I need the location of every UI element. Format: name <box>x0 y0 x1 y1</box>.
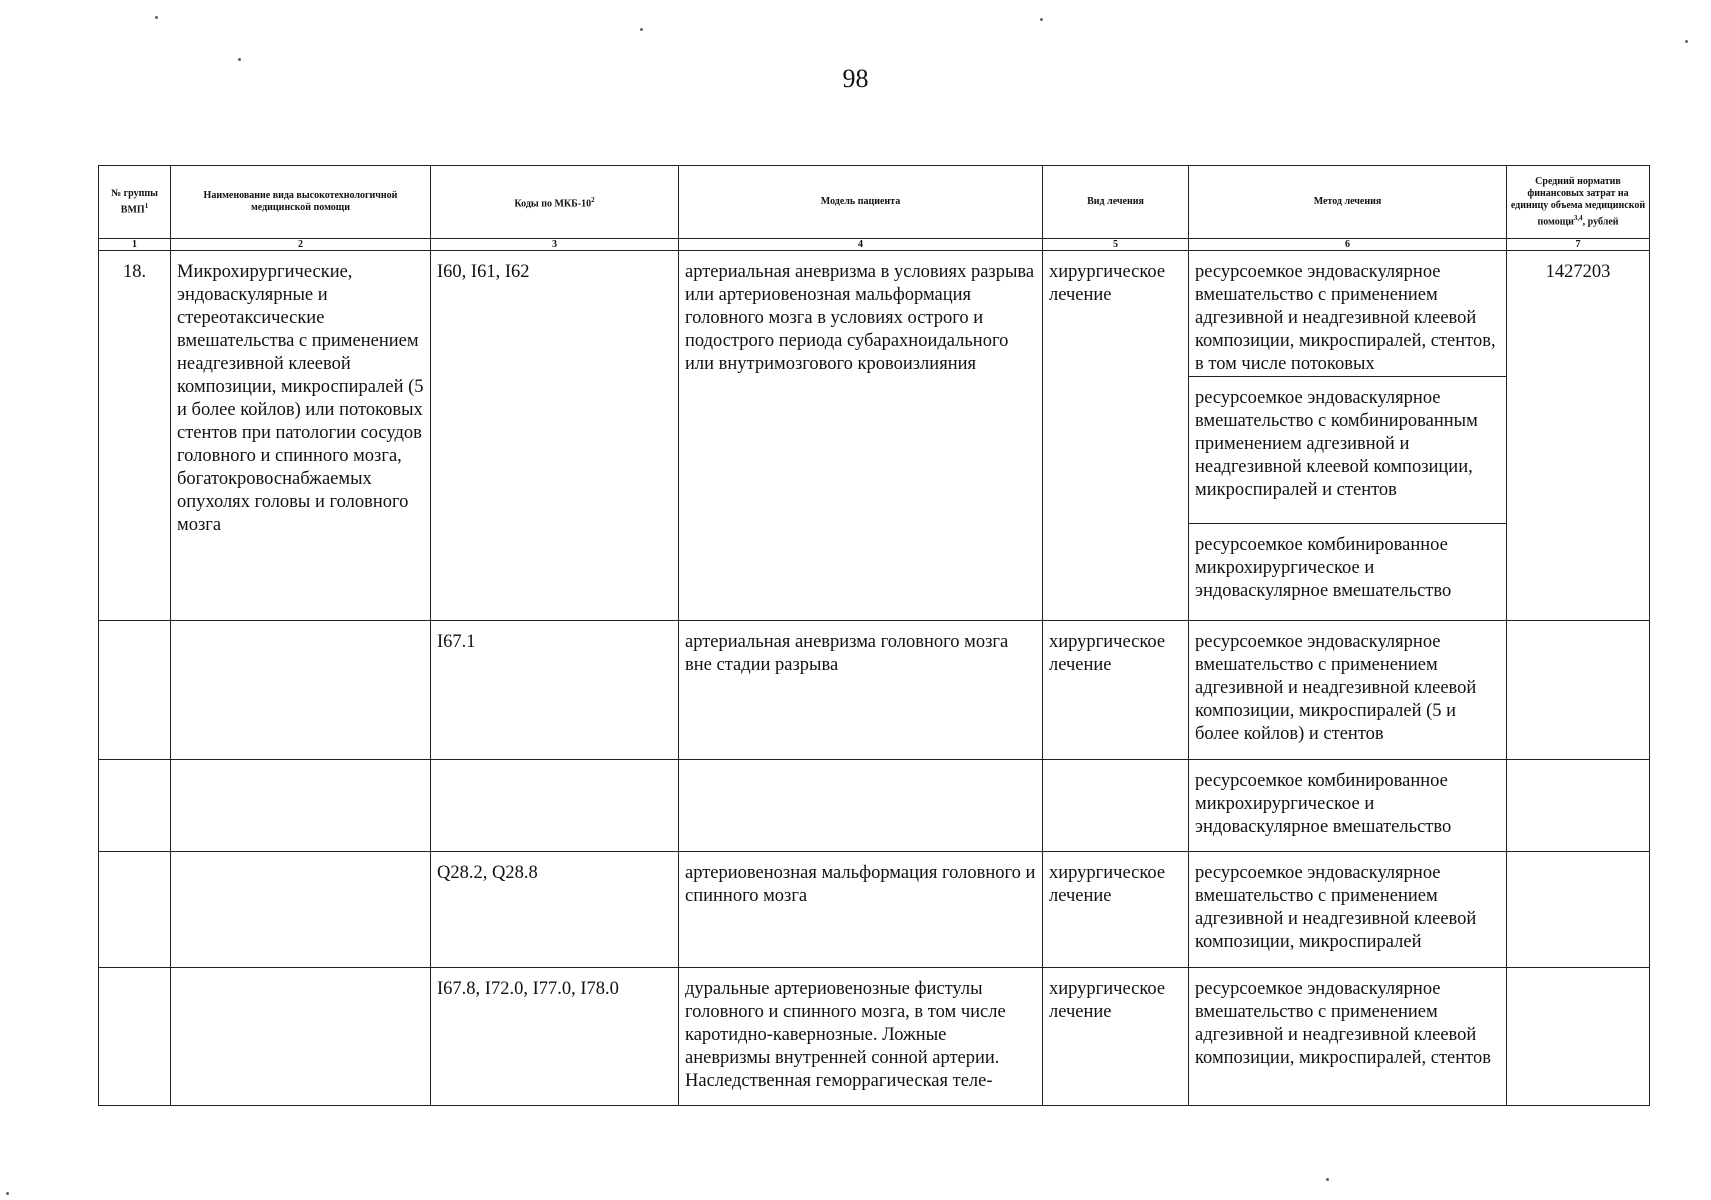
header-treatment-type: Вид лечения <box>1043 166 1189 239</box>
cost-norm: 1427203 <box>1507 251 1650 621</box>
group-number <box>99 968 171 1106</box>
group-number: 18. <box>99 251 171 621</box>
header-treatment-method: Метод лечения <box>1189 166 1507 239</box>
group-number <box>99 852 171 968</box>
treatment-type: хирургическое лечение <box>1043 251 1189 621</box>
cost-norm <box>1507 852 1650 968</box>
cost-norm <box>1507 968 1650 1106</box>
scan-speck <box>1685 40 1688 43</box>
care-type-name <box>171 760 431 852</box>
table-row <box>99 968 1650 1106</box>
treatment-method-item: ресурсоемкое комбинированное микрохирургическое и эндоваскулярное вмешательство <box>1195 535 1452 601</box>
page-number: 98 <box>842 64 869 93</box>
treatment-type: хирургическое лечение <box>1043 621 1189 760</box>
treatment-methods <box>1189 251 1507 621</box>
column-number: 1 <box>99 239 171 251</box>
column-number: 5 <box>1043 239 1189 251</box>
scan-speck <box>1326 1178 1329 1181</box>
column-number: 2 <box>171 239 431 251</box>
header-icd-codes: Коды по МКБ-$10^2$ <box>431 166 679 239</box>
column-number: 4 <box>679 239 1043 251</box>
column-number: 7 <box>1507 239 1650 251</box>
care-type-name <box>171 852 431 968</box>
table-row <box>99 251 1650 621</box>
patient-model: артериовенозная мальформация головного и спинного мозга <box>679 852 1043 968</box>
treatment-method-item: ресурсоемкое эндоваскулярное вмешательство с применением адгезивной и неадгезивной клеевой композиции, микроспиралей <box>1189 852 1507 968</box>
table-row <box>99 621 1650 760</box>
scan-speck <box>6 1192 9 1195</box>
patient-model: дуральные артериовенозные фистулы головного и спинного мозга, в том числе каротидно-кавернозные. Ложные аневризмы внутренней сонной артерии. Наследственная геморрагическая теле- <box>679 968 1043 1106</box>
header-patient-model: Модель пациента <box>679 166 1043 239</box>
patient-model <box>679 760 1043 852</box>
treatment-type: хирургическое лечение <box>1043 968 1189 1106</box>
table-row <box>99 852 1650 968</box>
column-number: 6 <box>1189 239 1507 251</box>
column-number: 3 <box>431 239 679 251</box>
table-row <box>99 760 1650 852</box>
treatment-type: хирургическое лечение <box>1043 852 1189 968</box>
care-type-name <box>171 968 431 1106</box>
care-type-name <box>171 621 431 760</box>
treatment-type <box>1043 760 1189 852</box>
header-group-number: № группы ВМП$^1$ <box>99 166 171 239</box>
treatment-method-item: ресурсоемкое эндоваскулярное вмешательство с применением адгезивной и неадгезивной клеевой композиции, микроспиралей (5 и более койлов) и стентов <box>1189 621 1507 760</box>
scan-speck <box>238 58 241 61</box>
patient-model: артериальная аневризма головного мозга вне стадии разрыва <box>679 621 1043 760</box>
care-type-name: Микрохирургические, эндоваскулярные и стереотаксические вмешательства с применением неадгезивной клеевой композиции, микроспиралей (5 и более койлов) или потоковых стентов при патологии сосудов головного и спинного мозга, богатокровоснабжаемых опухолях головы и головного мозга <box>171 251 431 621</box>
treatment-method-item: ресурсоемкое комбинированное микрохирургическое и эндоваскулярное вмешательство <box>1189 760 1507 852</box>
cost-norm <box>1507 760 1650 852</box>
column-number-row <box>99 239 1650 251</box>
treatment-method-item: ресурсоемкое эндоваскулярное вмешательство с комбинированным применением адгезивной и неадгезивной клеевой композиции, микроспиралей и стентов <box>1189 377 1506 524</box>
icd-codes: I67.1 <box>431 621 679 760</box>
icd-codes: Q28.2, Q28.8 <box>431 852 679 968</box>
header-cost-norm: Средний норматив финансовых затрат на единицу объема медицинской помощи$^{3,4}$, рублей <box>1507 166 1650 239</box>
table-header-row <box>99 166 1650 239</box>
cost-norm <box>1507 621 1650 760</box>
icd-codes: I67.8, I72.0, I77.0, I78.0 <box>431 968 679 1106</box>
treatment-method-item: ресурсоемкое эндоваскулярное вмешательство с применением адгезивной и неадгезивной клеевой композиции, микроспиралей, стентов, в том числе потоковых <box>1189 261 1506 377</box>
scan-speck <box>640 28 643 31</box>
group-number <box>99 621 171 760</box>
scan-speck <box>155 16 158 19</box>
vmp-table <box>98 165 1650 1106</box>
patient-model: артериальная аневризма в условиях разрыва или артериовенозная мальформация головного мозга в условиях острого и подострого периода субарахноидального или внутримозгового кровоизлияния <box>679 251 1043 621</box>
header-care-type: Наименование вида высокотехнологичной медицинской помощи <box>171 166 431 239</box>
group-number <box>99 760 171 852</box>
scan-speck <box>1040 18 1043 21</box>
treatment-method-item: ресурсоемкое эндоваскулярное вмешательство с применением адгезивной и неадгезивной клеевой композиции, микроспиралей, стентов <box>1189 968 1507 1106</box>
icd-codes: I60, I61, I62 <box>431 251 679 621</box>
icd-codes <box>431 760 679 852</box>
